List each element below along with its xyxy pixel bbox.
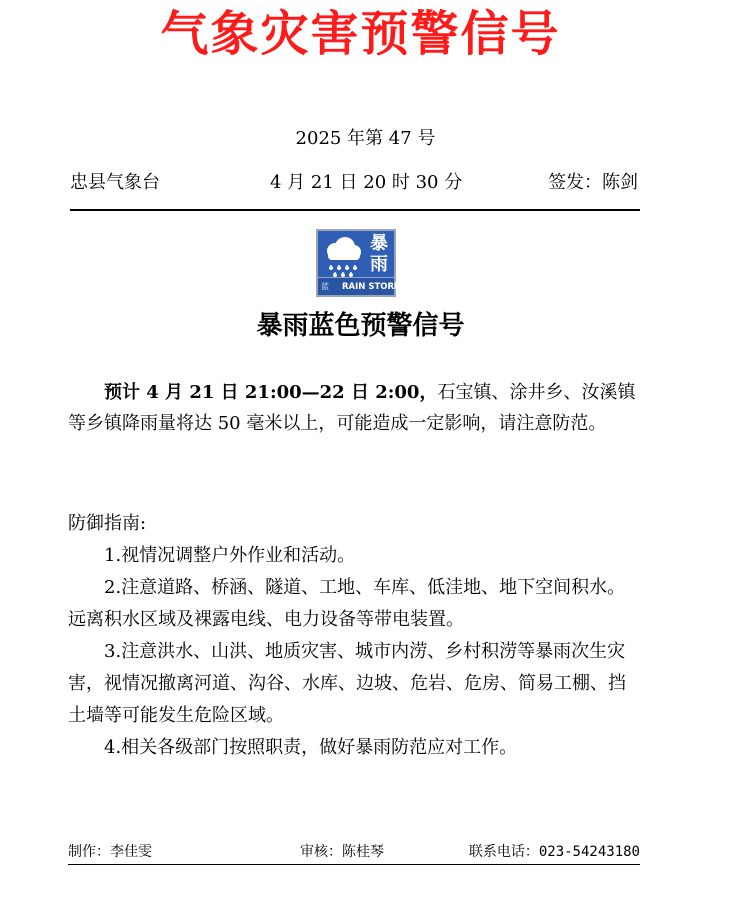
footer-divider: [68, 864, 640, 865]
signal-glyphs: [366, 233, 392, 275]
signal-color-mark: 蓝: [321, 282, 329, 291]
contact-phone: 联系电话：023-54243180: [468, 844, 640, 860]
signal-label-bar: [318, 277, 403, 295]
meta-row: [70, 170, 638, 196]
signer: 签发：陈剑: [548, 172, 638, 193]
document-header-title: 气象灾害预警信号: [160, 6, 561, 62]
signal-glyph-top: 暴: [370, 233, 388, 254]
signal-glyph-bottom: 雨: [370, 254, 388, 275]
warning-body-text: 石宝镇、涂井乡、汝溪镇等乡镇降雨量将达 50 毫米以上，可能造成一定影响，请注意防范。: [68, 382, 636, 434]
warning-lead-time: 预计 4 月 21 日 21:00—22 日 2:00，: [104, 382, 438, 403]
defense-guide: [68, 508, 638, 764]
signal-english-label: RAIN STORM: [342, 282, 403, 292]
guide-heading: 防御指南:: [68, 513, 147, 534]
issuing-agency: 忠县气象台: [70, 172, 160, 193]
document-footer: [68, 840, 640, 864]
guide-item: 4.相关各级部门按照职责，做好暴雨防范应对工作。: [104, 737, 518, 758]
warning-title: 暴雨蓝色预警信号: [256, 311, 465, 341]
guide-item: 2.注意道路、桥涵、隧道、工地、车库、低洼地、地下空间积水。远离积水区域及裸露电线、电力设备等带电装置。: [68, 577, 626, 630]
warning-body: [68, 377, 638, 439]
reviewer: 审核：陈桂琴: [300, 844, 384, 860]
issued-time: 4 月 21 日 20 时 30 分: [270, 172, 463, 193]
guide-item: 3.注意洪水、山洪、地质灾害、城市内涝、乡村积涝等暴雨次生灾害，视情况撤离河道、沟谷、水库、边坡、危岩、危房、简易工棚、挡土墙等可能发生危险区域。: [68, 641, 626, 726]
header-divider: [70, 209, 640, 211]
rainstorm-blue-signal-icon: [316, 229, 403, 297]
issue-number: 2025 年第 47 号: [295, 128, 436, 149]
guide-item: 1.视情况调整户外作业和活动。: [104, 545, 356, 566]
maker: 制作：李佳雯: [68, 844, 152, 860]
rain-cloud-icon: [320, 233, 366, 279]
